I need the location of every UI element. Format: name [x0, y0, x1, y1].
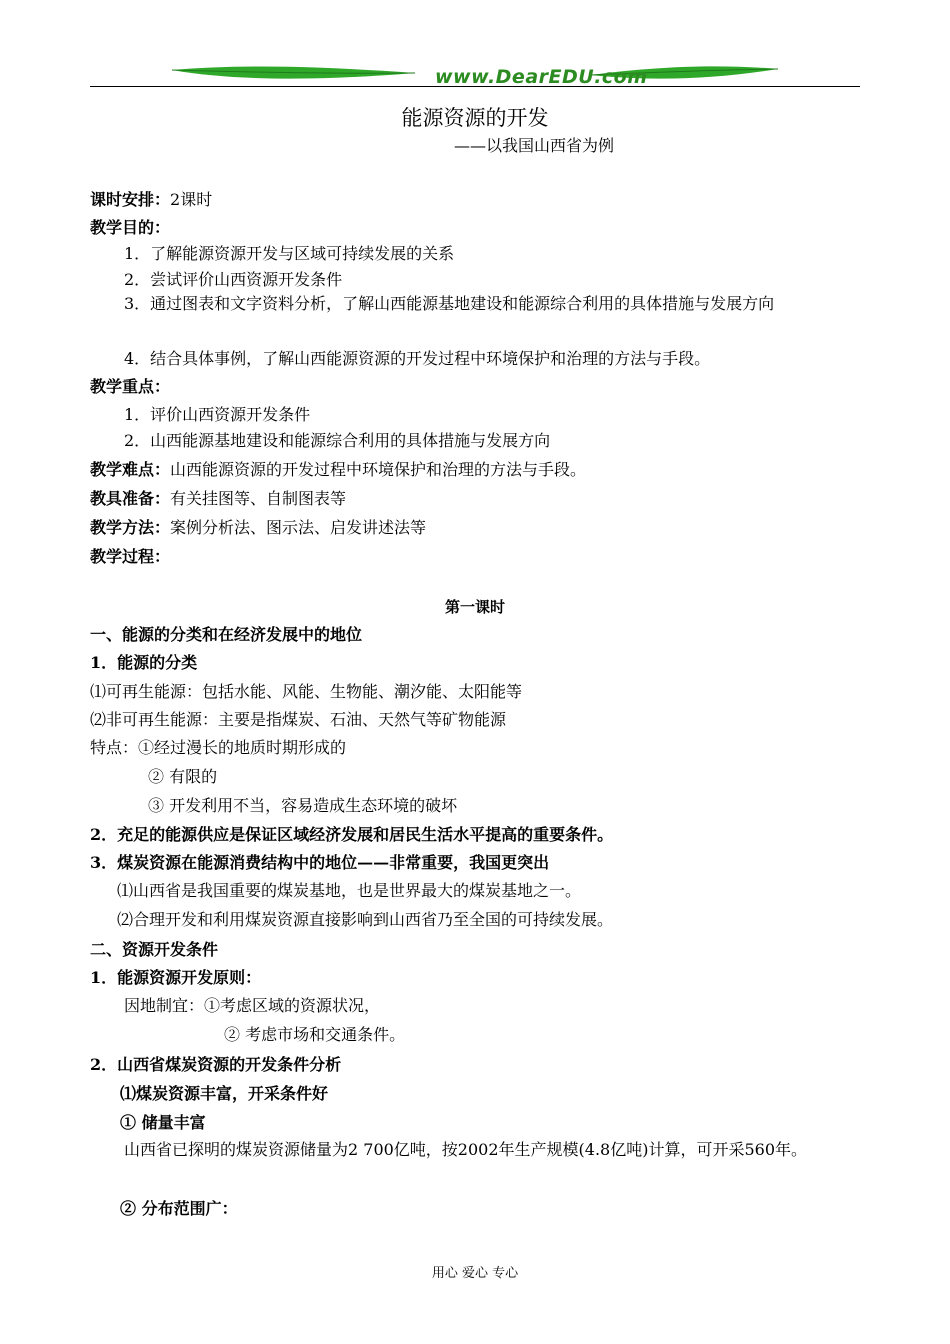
schedule-value: 2课时	[170, 190, 213, 209]
difficulty-value: 山西能源资源的开发过程中环境保护和治理的方法与手段。	[170, 460, 587, 479]
aim-item: 3．通过图表和文字资料分析，了解山西能源基地建设和能源综合利用的具体措施与发展方向	[124, 294, 775, 313]
aim-item: 1．了解能源资源开发与区域可持续发展的关系	[124, 244, 455, 263]
difficulty-label: 教学难点：	[90, 460, 171, 479]
tools-line	[90, 489, 346, 509]
aim-item: 4．结合具体事例，了解山西能源资源的开发过程中环境保护和治理的方法与手段。	[124, 349, 711, 368]
list-item: ⑵合理开发和利用煤炭资源直接影响到山西省乃至全国的可持续发展。	[117, 910, 614, 929]
method-value: 案例分析法、图示法、启发讲述法等	[170, 518, 427, 537]
key-item: 2．山西能源基地建设和能源综合利用的具体措施与发展方向	[124, 431, 551, 450]
schedule-line	[90, 190, 212, 210]
page-footer: 用心 爱心 专心	[431, 1266, 519, 1281]
page-subtitle: ——以我国山西省为例	[454, 136, 615, 155]
tools-label: 教具准备：	[90, 489, 171, 508]
section-title: 二、资源开发条件	[90, 940, 219, 959]
subsection-title: ② 分布范围广：	[120, 1199, 238, 1218]
header-banner	[90, 60, 860, 92]
aim-item: 2．尝试评价山西资源开发条件	[124, 270, 343, 289]
subsection-title: ① 储量丰富	[120, 1113, 206, 1132]
key-item: 1．评价山西资源开发条件	[124, 405, 311, 424]
difficulty-line	[90, 460, 586, 480]
feature-item: ② 有限的	[148, 767, 218, 786]
body-paragraph: 山西省已探明的煤炭资源储量为2 700亿吨，按2002年生产规模(4.8亿吨)计算，可开采560年。	[124, 1140, 807, 1159]
tools-value: 有关挂图等、自制图表等	[170, 489, 347, 508]
subsection-title: 3．煤炭资源在能源消费结构中的地位——非常重要，我国更突出	[90, 853, 550, 872]
list-item: ⑴山西省是我国重要的煤炭基地，也是世界最大的煤炭基地之一。	[117, 881, 582, 900]
schedule-label: 课时安排：	[90, 190, 171, 209]
subsection-title: 1．能源的分类	[90, 653, 198, 672]
list-item: ⑴可再生能源：包括水能、风能、生物能、潮汐能、太阳能等	[90, 682, 523, 701]
list-item: 因地制宜：①考虑区域的资源状况，	[124, 996, 381, 1015]
subsection-title: 2．充足的能源供应是保证区域经济发展和居民生活水平提高的重要条件。	[90, 825, 614, 844]
header-rule	[90, 86, 860, 87]
feature-item: ③ 开发利用不当，容易造成生态环境的破坏	[148, 796, 458, 815]
site-logo-text[interactable]: www.DearEDU.com	[435, 66, 648, 88]
subsection-title: 2．山西省煤炭资源的开发条件分析	[90, 1055, 342, 1074]
feature-item: 特点：①经过漫长的地质时期形成的	[90, 738, 347, 757]
method-label: 教学方法：	[90, 518, 171, 537]
page-title: 能源资源的开发	[401, 106, 549, 130]
key-label: 教学重点：	[90, 377, 171, 396]
subsection-title: 1．能源资源开发原则：	[90, 968, 262, 987]
aims-label: 教学目的：	[90, 218, 171, 237]
lesson-heading: 第一课时	[444, 598, 505, 616]
list-item: ② 考虑市场和交通条件。	[224, 1025, 406, 1044]
section-title: 一、能源的分类和在经济发展中的地位	[90, 625, 363, 644]
list-item: ⑵非可再生能源：主要是指煤炭、石油、天然气等矿物能源	[90, 710, 507, 729]
subsection-title: ⑴煤炭资源丰富，开采条件好	[120, 1084, 329, 1103]
method-line	[90, 518, 426, 538]
process-label: 教学过程：	[90, 547, 171, 566]
